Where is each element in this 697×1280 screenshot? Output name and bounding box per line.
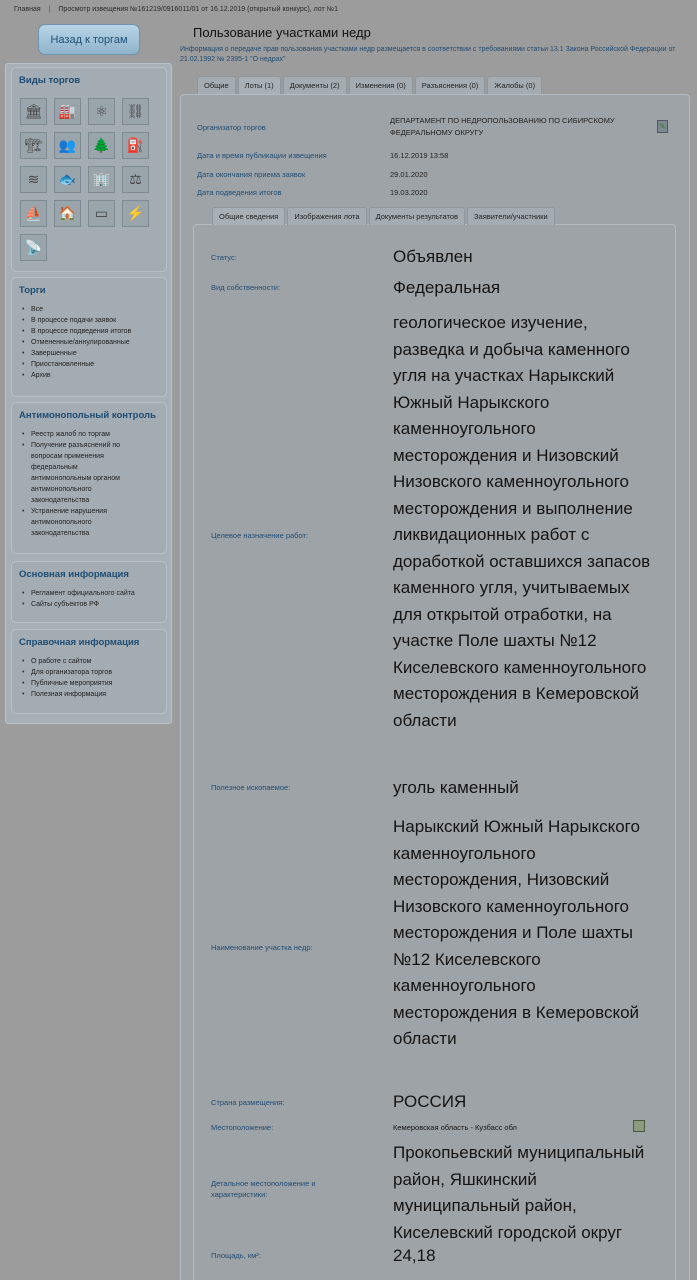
tab-lots[interactable]: Лоты (1) [238,76,281,94]
organizer-card-icon[interactable]: ✎ [657,120,668,133]
atom-icon[interactable]: ⚛ [88,98,115,125]
sidebar-link[interactable]: • Для организатора торгов [22,667,166,678]
main-info-title: Основная информация [19,569,129,580]
people-icon[interactable]: 👥 [54,132,81,159]
detail-location-value: Прокопьевский муниципальный район, Яшкинский муниципальный район, Киселевский городской округ [393,1143,645,1242]
site-name-label: Наименование участка недр: [211,943,313,952]
tab-complaints[interactable]: Жалобы (0) [487,76,542,94]
detail-location-label: Детальное местоположение и характеристики: [211,1179,316,1199]
country-label: Страна размещения: [211,1098,285,1107]
published-value: 16.12.2019 13:58 [390,151,449,160]
crane-icon[interactable]: 🏗 [20,132,47,159]
purpose-value: геологическое изучение, разведка и добыча каменного угля на участках Нарыкский Южный Нарыкского каменноугольного месторождения и Низовский Низовского каменноугольного месторождения и выполнение ликвидационных работ с доработкой оставшихся запасов каменного угля, учитываемых для открытой отработки, на участке Поле шахты №12 Киселевского каменноугольного месторождения в Кемеровской области [393,313,651,730]
published-label: Дата и время публикации извещения [197,151,327,160]
sidebar-link[interactable]: • О работе с сайтом [22,656,166,667]
torgi-title: Торги [19,285,46,296]
breadcrumb-home-link[interactable]: Главная [14,6,41,13]
ownership-label: Вид собственности: [211,283,281,292]
sidebar-link[interactable]: • Отмененные/аннулированные [22,337,166,348]
purpose-label: Целевое назначение работ: [211,531,308,540]
tab-general[interactable]: Общие [197,76,236,94]
torgi-list [12,296,166,381]
sidebar-link[interactable]: • Реестр жалоб по торгам [22,429,138,440]
ownership-value: Федеральная [393,278,501,297]
organizer-label: Организатор торгов [197,123,266,132]
deadline-label: Дата окончания приема заявок [197,170,306,179]
house-icon[interactable]: 🏠 [54,200,81,227]
court-icon[interactable]: 🏛 [20,98,47,125]
tab-lot-general[interactable]: Общие сведения [212,207,285,225]
antimonopoly-title: Антимонопольный контроль [19,410,156,421]
sidebar-link[interactable]: • Архив [22,370,166,381]
scales-icon[interactable]: ⚖ [122,166,149,193]
map-icon[interactable] [633,1120,645,1132]
area-label: Площадь, км²: [211,1251,261,1260]
main-info-list [12,580,166,610]
antimonopoly-list [12,421,166,539]
auction-types-title: Виды торгов [19,75,81,86]
mineral-label: Полезное ископаемое: [211,783,291,792]
tab-changes[interactable]: Изменения (0) [349,76,413,94]
fish-icon[interactable]: 🐟 [54,166,81,193]
reference-panel [11,629,167,714]
oil-pump-icon[interactable]: ⛽ [122,132,149,159]
tab-lot-applicants[interactable]: Заявители/участники [467,207,555,225]
auction-types-panel [11,67,167,272]
sidebar-link[interactable]: • Публичные мероприятия [22,678,166,689]
country-value: РОССИЯ [393,1092,467,1111]
lot-subtabs [212,207,557,225]
sidebar-link[interactable]: • Завершенные [22,348,166,359]
reference-title: Справочная информация [19,637,140,648]
area-value: 24,18 [393,1246,436,1265]
tree-icon[interactable]: 🌲 [88,132,115,159]
status-label: Статус: [211,253,237,262]
location-label: Местоположение: [211,1123,274,1132]
back-to-auctions-button[interactable]: Назад к торгам [38,24,140,55]
antimonopoly-panel [11,402,167,554]
deadline-value: 29.01.2020 [390,170,428,179]
sidebar-link[interactable]: • Все [22,304,166,315]
torgi-panel [11,277,167,397]
breadcrumb-current: Просмотр извещения №161219/0916011/01 от 16.12.2019 (открытый конкурс), лот №1 [58,6,339,13]
breadcrumb-separator: | [48,6,51,13]
boat-icon[interactable]: ⛵ [20,200,47,227]
sidebar-link[interactable]: • Получение разъяснений по вопросам применения федеральным антимонопольным органом антимонопольного законодательства [22,440,138,506]
sidebar-link[interactable]: • Регламент официального сайта [22,588,166,599]
results-value: 19.03.2020 [390,188,428,197]
billboard-icon[interactable]: ▭ [88,200,115,227]
antenna-icon[interactable]: 📡 [20,234,47,261]
reference-list [12,648,166,700]
sidebar-link[interactable]: • В процессе подачи заявок [22,315,166,326]
sidebar-link[interactable]: • Полезная информация [22,689,166,700]
organizer-value: ДЕПАРТАМЕНТ ПО НЕДРОПОЛЬЗОВАНИЮ ПО СИБИРСКОМУ ФЕДЕРАЛЬНОМУ ОКРУГУ [390,116,615,137]
sidebar-link[interactable]: • В процессе подведения итогов [22,326,166,337]
sidebar-link[interactable]: • Сайты субъектов РФ [22,599,166,610]
tab-lot-result-docs[interactable]: Документы результатов [369,207,465,225]
power-tower-icon[interactable]: ⚡ [122,200,149,227]
notice-tabs [197,76,544,94]
tripod-icon[interactable]: ⛓ [122,98,149,125]
info-note[interactable]: Информация о передаче прав пользования участками недр размещается в соответствии с требованиями статьи 13.1 Закона Российской Федерации от 21.02.1992 № 2395-1 "О недрах" [180,46,676,63]
main-info-panel [11,561,167,623]
sidebar-link[interactable]: • Приостановленные [22,359,166,370]
site-name-value: Нарыкский Южный Нарыкского каменноугольного месторождения, Низовский Низовского каменноугольного месторождения и Поле шахты №12 Киселевского каменноугольного месторождения в Кемеровской области [393,817,640,1048]
tab-clarifications[interactable]: Разъяснения (0) [415,76,486,94]
sidebar-link[interactable]: • Устранение нарушения антимонопольного законодательства [22,506,138,539]
mineral-value: уголь каменный [393,778,519,797]
results-label: Дата подведения итогов [197,188,282,197]
water-icon[interactable]: ≋ [20,166,47,193]
page-title: Пользование участками недр [193,25,371,40]
tab-lot-images[interactable]: Изображения лота [287,207,366,225]
factory-icon[interactable]: 🏭 [54,98,81,125]
location-value: Кемеровская область - Кузбасс обл [393,1123,517,1132]
breadcrumb [14,6,338,13]
building-icon[interactable]: 🏢 [88,166,115,193]
tab-documents[interactable]: Документы (2) [283,76,347,94]
status-value: Объявлен [393,247,473,266]
